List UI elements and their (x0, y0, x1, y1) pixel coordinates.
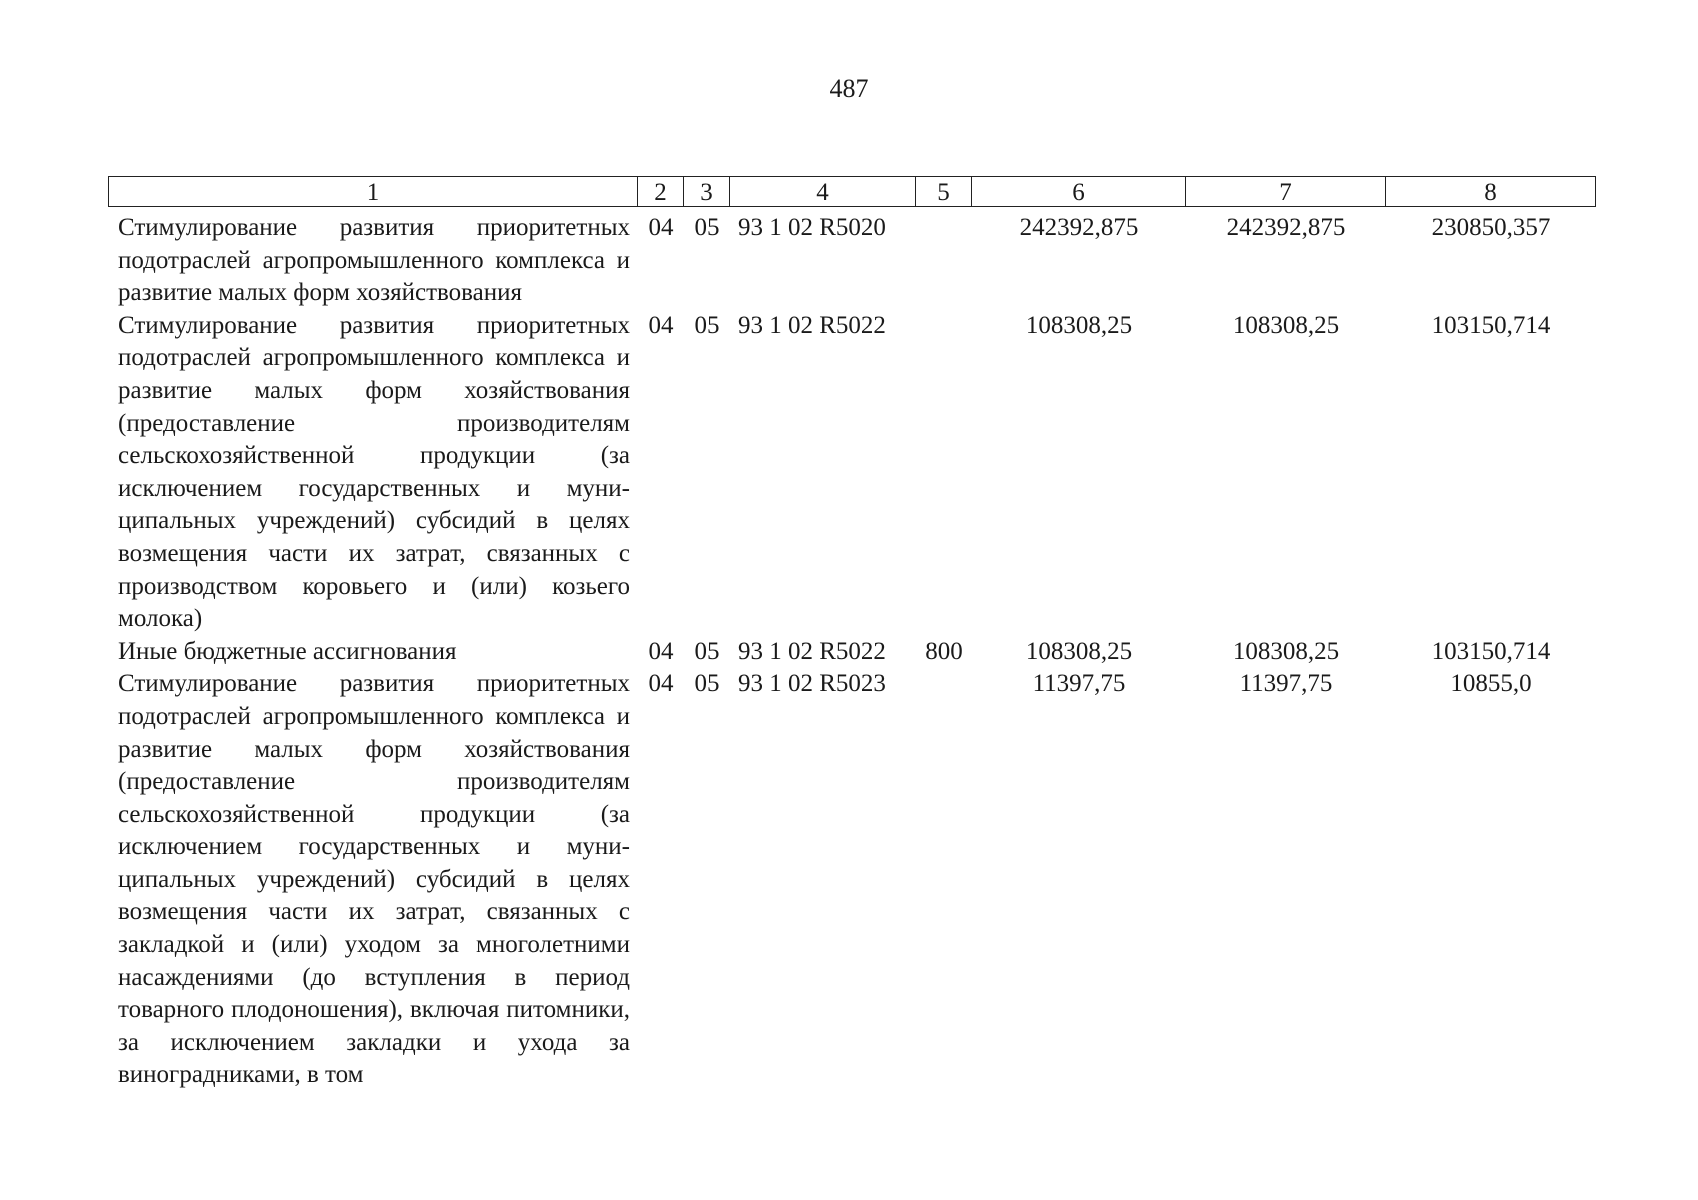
column-header-5: 5 (916, 176, 972, 207)
row-sum-3: 103150,714 (1431, 311, 1551, 339)
row-pr: 05 (694, 670, 720, 698)
row-sum-2: 108308,25 (1232, 637, 1340, 665)
column-header-3: 3 (684, 176, 730, 207)
row-sum-2: 108308,25 (1232, 311, 1340, 339)
row-sum-3: 230850,357 (1431, 214, 1551, 241)
row-name: Стимулирование развития приоритетных подотраслей агропромышленного комплекса и развитие малых форм хозяйствования (118, 214, 630, 307)
row-vr (916, 668, 972, 1092)
row-name: Иные бюджетные ассигнования (118, 637, 457, 665)
row-csr: 93 1 02 R5020 (738, 214, 886, 241)
column-header-7: 7 (1186, 176, 1386, 207)
row-pr: 05 (694, 214, 720, 241)
column-header-2: 2 (638, 176, 684, 207)
row-name: Стимулирование развития приоритетных подотраслей агропромышленного комплекса и развитие малых форм хозяйствования (предоставление производителям сельскохозяйственной продукции (за исключением государственных и муниципальных учреждений) субсидий в целях возмещения части их затрат, связанных с производством коровьего и (или) козьего молока) (118, 311, 630, 633)
column-header-4: 4 (730, 176, 916, 207)
column-header-8: 8 (1386, 176, 1596, 207)
row-name: Стимулирование развития приоритетных подотраслей агропромышленного комплекса и развитие малых форм хозяйствования (предоставление производителям сельскохозяйственной продукции (за исключением государственных и муниципальных учреждений) субсидий в целях возмещения части их затрат, связанных с закладкой и (или) уходом за многолетними насаждениями (до вступления в период товарного плодоношения), включая питомники, за исключением закладки и ухода за виноградниками, в том (118, 670, 630, 1089)
column-header-1: 1 (108, 176, 638, 207)
row-vr: 800 (925, 637, 963, 665)
row-sum-1: 242392,875 (1019, 214, 1139, 241)
row-pr: 05 (694, 311, 720, 339)
row-csr: 93 1 02 R5022 (738, 311, 886, 339)
row-rz: 04 (648, 214, 674, 241)
row-sum-3: 10855,0 (1450, 670, 1532, 698)
row-csr: 93 1 02 R5023 (738, 670, 886, 698)
page-number: 487 (829, 74, 869, 103)
row-sum-2: 11397,75 (1239, 670, 1333, 698)
row-sum-2: 242392,875 (1226, 214, 1346, 241)
row-rz: 04 (648, 311, 674, 339)
row-rz: 04 (648, 637, 674, 665)
row-rz: 04 (648, 670, 674, 698)
budget-table (108, 176, 1596, 1092)
row-pr: 05 (694, 637, 720, 665)
row-sum-1: 108308,25 (1025, 637, 1133, 665)
row-vr (916, 212, 972, 310)
row-vr (916, 310, 972, 636)
row-sum-1: 108308,25 (1025, 311, 1133, 339)
column-header-6: 6 (972, 176, 1186, 207)
row-sum-1: 11397,75 (1032, 670, 1126, 698)
row-csr: 93 1 02 R5022 (738, 637, 886, 665)
row-sum-3: 103150,714 (1431, 637, 1551, 665)
